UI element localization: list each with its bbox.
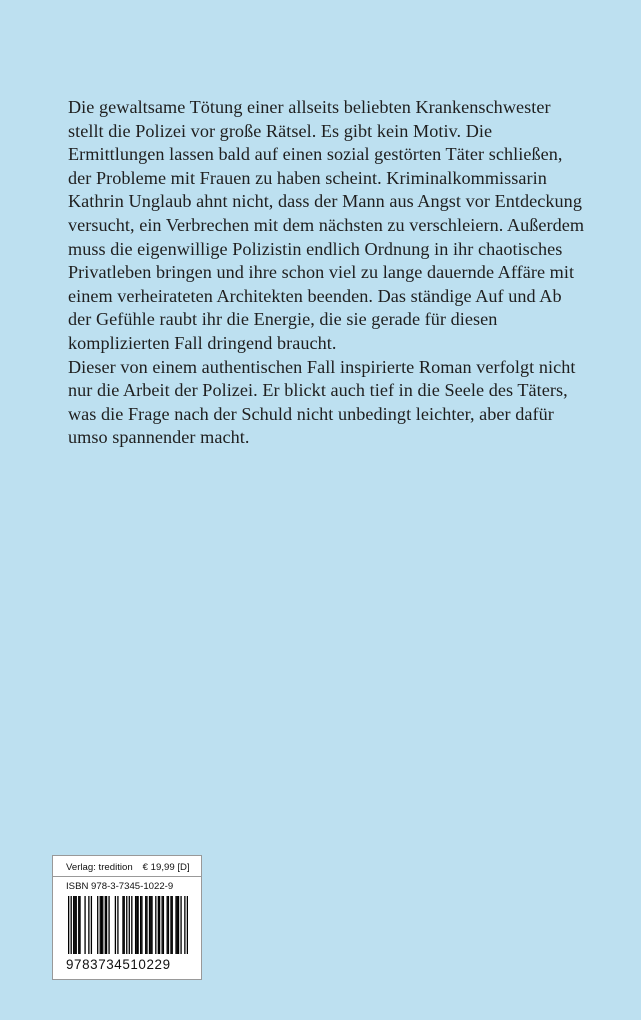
barcode-bar (159, 896, 160, 954)
barcode-bar (74, 896, 75, 954)
barcode-bar (78, 896, 79, 954)
barcode-bar (129, 896, 130, 954)
barcode-bar (84, 896, 85, 954)
label-divider (53, 876, 201, 877)
barcode-bar (149, 896, 150, 954)
barcode-bar (71, 896, 72, 954)
publisher-price-row (66, 862, 190, 873)
barcode-bar (115, 896, 116, 954)
barcode-bar (106, 896, 107, 954)
publisher-text: Verlag: tredition (66, 862, 133, 873)
barcode-bar (131, 896, 132, 954)
barcode-graphic (68, 896, 188, 954)
barcode-bar (137, 896, 138, 954)
barcode-bar (141, 896, 142, 954)
barcode-bars (68, 896, 188, 954)
isbn-text: ISBN 978-3-7345-1022-9 (66, 881, 174, 892)
barcode-bar (172, 896, 173, 954)
barcode-bar (136, 896, 137, 954)
barcode-bar (76, 896, 77, 954)
barcode-bar (187, 896, 188, 954)
barcode-label (52, 855, 202, 980)
barcode-bar (151, 896, 152, 954)
barcode-bar (161, 896, 162, 954)
barcode-bar (68, 896, 69, 954)
back-cover-blurb (68, 96, 588, 450)
barcode-bar (175, 896, 176, 954)
barcode-bar (124, 896, 125, 954)
blurb-paragraph-2: Dieser von einem authentischen Fall inspirierte Roman verfolgt nicht nur die Arbeit der Polizei. Er blickt auch tief in die Seele des Täters, was die Frage nach der Schuld nicht unbedingt leichter, aber dafür umso spannender macht. (68, 356, 576, 448)
barcode-bar (122, 896, 123, 954)
barcode-bar (73, 896, 74, 954)
barcode-bar (101, 896, 102, 954)
barcode-bar (170, 896, 171, 954)
barcode-bar (91, 896, 92, 954)
barcode-bar (146, 896, 147, 954)
barcode-bar (167, 896, 168, 954)
barcode-bar (150, 896, 151, 954)
barcode-bar (158, 896, 159, 954)
barcode-bar (100, 896, 101, 954)
barcode-bar (177, 896, 178, 954)
barcode-bar (155, 896, 156, 954)
blurb-paragraph-1: Die gewaltsame Tötung einer allseits beliebten Krankenschwester stellt die Polizei vor große Rätsel. Es gibt kein Motiv. Die Ermittlungen lassen bald auf einen sozial gestörten Täter schließen, der Probleme mit Frauen zu haben scheint. Kriminalkommissarin Kathrin Unglaub ahnt nicht, dass der Mann aus Angst vor Entdeckung versucht, ein Verbrechen mit dem nächsten zu verschleiern. Außerdem muss die eigenwillige Polizistin endlich Ordnung in ihr chaotisches Privatleben bringen und ihre schon viel zu lange dauernde Affäre mit einem verheirateten Architekten beenden. Das ständige Auf und Ab der Gefühle raubt ihr die Energie, die sie gerade für diesen komplizierten Fall dringend braucht. (68, 97, 585, 353)
barcode-bar (97, 896, 98, 954)
barcode-bar (178, 896, 179, 954)
barcode-bar (108, 896, 109, 954)
barcode-bar (88, 896, 89, 954)
price-text: € 19,99 [D] (142, 862, 190, 873)
barcode-bar (180, 896, 181, 954)
barcode-bar (102, 896, 103, 954)
barcode-bar (135, 896, 136, 954)
barcode-bar (117, 896, 118, 954)
barcode-bar (105, 896, 106, 954)
barcode-bar (184, 896, 185, 954)
barcode-bar (168, 896, 169, 954)
barcode-digits: 9783734510229 (66, 957, 171, 972)
barcode-bar (163, 896, 164, 954)
barcode-bar (126, 896, 127, 954)
barcode-bar (140, 896, 141, 954)
barcode-bar (79, 896, 80, 954)
barcode-bar (145, 896, 146, 954)
